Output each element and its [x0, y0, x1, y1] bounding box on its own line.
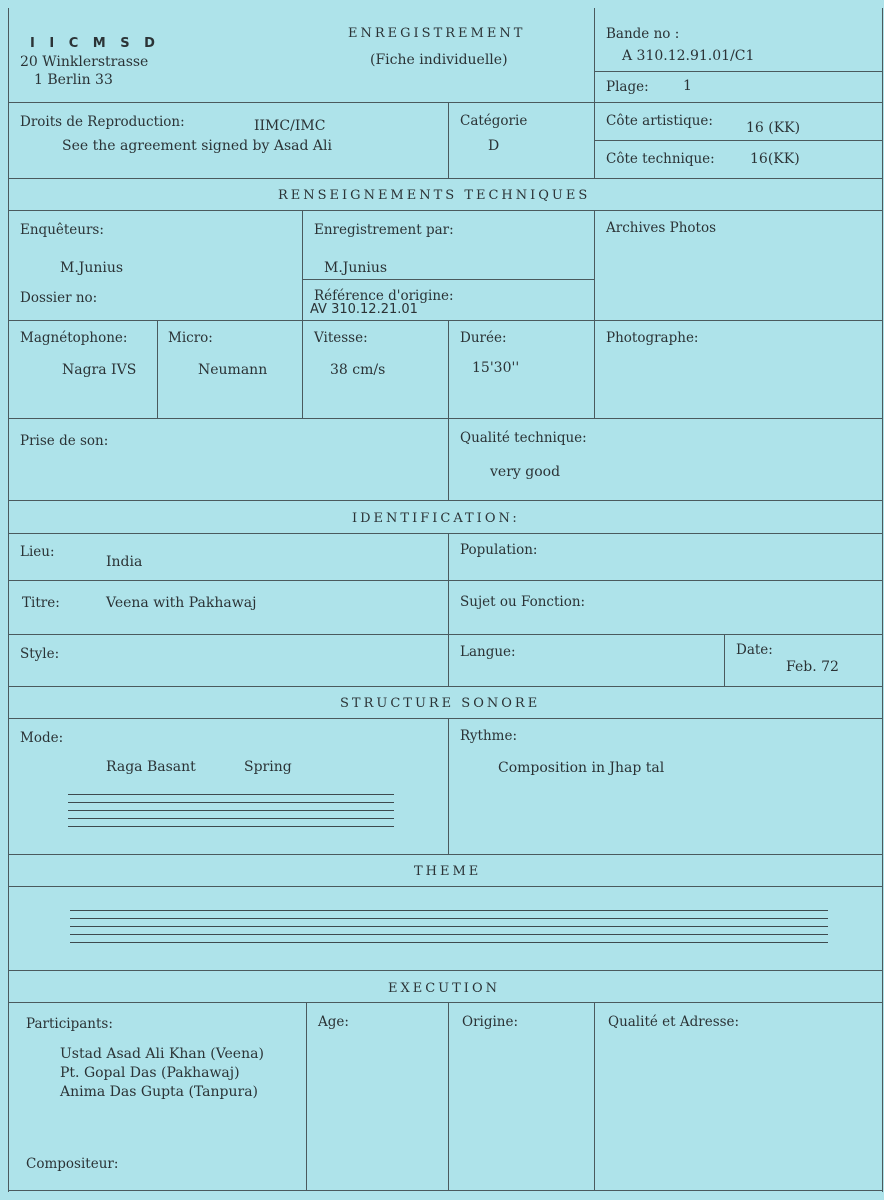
participant-entry: Pt. Gopal Das (Pakhawaj): [60, 1065, 240, 1081]
origine-label: Origine:: [462, 1014, 519, 1030]
titre-value: Veena with Pakhawaj: [106, 595, 257, 611]
sujet-label: Sujet ou Fonction:: [460, 594, 586, 610]
micro-value: Neumann: [198, 362, 268, 378]
divider: [8, 102, 882, 103]
divider: [8, 886, 882, 887]
bande-label: Bande no :: [606, 26, 680, 42]
mode-value: Raga Basant: [106, 759, 196, 775]
divider: [448, 718, 449, 854]
divider: [8, 970, 882, 971]
divider: [306, 1002, 307, 1190]
vitesse-label: Vitesse:: [314, 330, 368, 346]
qualite-technique-label: Qualité technique:: [460, 430, 587, 446]
form-title: ENREGISTREMENT: [348, 26, 526, 41]
theme-staff-line: [70, 934, 828, 935]
frame-left: [8, 8, 9, 1192]
duree-value: 15'30'': [472, 360, 520, 376]
divider: [8, 500, 882, 501]
enqueteurs-label: Enquêteurs:: [20, 222, 104, 238]
frame-bottom: [8, 1190, 882, 1191]
reference-label: Référence d'origine:: [314, 288, 454, 304]
divider: [8, 718, 882, 719]
age-label: Age:: [318, 1014, 349, 1030]
duree-label: Durée:: [460, 330, 507, 346]
org-street: 20 Winklerstrasse: [20, 54, 149, 70]
cote-technique-value: 16(KK): [750, 151, 800, 167]
rights-label: Droits de Reproduction:: [20, 114, 185, 130]
rights-note: See the agreement signed by Asad Ali: [62, 138, 332, 154]
mode-staff-line: [68, 802, 394, 803]
plage-value: 1: [683, 78, 692, 94]
enregistrement-value: M.Junius: [324, 260, 388, 276]
mode-value-season: Spring: [244, 759, 292, 775]
bande-value: A 310.12.91.01/C1: [622, 48, 755, 64]
divider: [157, 320, 158, 418]
divider: [594, 1002, 595, 1190]
divider: [8, 854, 882, 855]
identification-heading: IDENTIFICATION:: [352, 511, 520, 526]
mode-staff-line: [68, 826, 394, 827]
dossier-label: Dossier no:: [20, 290, 98, 306]
lieu-label: Lieu:: [20, 544, 55, 560]
structure-heading: STRUCTURE SONORE: [340, 696, 541, 711]
cote-artistique-value: 16 (KK): [746, 120, 801, 136]
divider: [8, 686, 882, 687]
langue-label: Langue:: [460, 644, 516, 660]
cote-artistique-label: Côte artistique:: [606, 113, 713, 129]
mode-staff-line: [68, 818, 394, 819]
org-name: I I C M S D: [30, 36, 160, 51]
divider: [8, 210, 882, 211]
technical-heading: RENSEIGNEMENTS TECHNIQUES: [278, 188, 591, 203]
categorie-value: D: [488, 138, 500, 154]
prise-de-son-label: Prise de son:: [20, 433, 109, 449]
divider: [448, 533, 449, 686]
cote-technique-label: Côte technique:: [606, 151, 715, 167]
rythme-label: Rythme:: [460, 728, 518, 744]
titre-label: Titre:: [22, 595, 60, 611]
plage-label: Plage:: [606, 79, 649, 95]
categorie-label: Catégorie: [460, 113, 528, 129]
divider: [724, 634, 725, 686]
divider: [448, 102, 449, 178]
rythme-value: Composition in Jhap tal: [498, 760, 665, 776]
enregistrement-label: Enregistrement par:: [314, 222, 454, 238]
theme-heading: THEME: [414, 864, 482, 879]
execution-heading: EXECUTION: [388, 981, 500, 996]
mode-staff-line: [68, 810, 394, 811]
divider: [8, 320, 882, 321]
theme-staff-line: [70, 918, 828, 919]
divider: [594, 210, 595, 418]
divider: [594, 8, 595, 178]
compositeur-label: Compositeur:: [26, 1156, 119, 1172]
divider: [8, 418, 882, 419]
qualite-technique-value: very good: [490, 464, 561, 480]
divider: [594, 71, 882, 72]
org-city: 1 Berlin 33: [34, 72, 113, 88]
date-label: Date:: [736, 642, 773, 658]
vitesse-value: 38 cm/s: [330, 362, 386, 378]
divider: [594, 140, 882, 141]
style-label: Style:: [20, 646, 60, 662]
lieu-value: India: [106, 554, 143, 570]
divider: [302, 279, 594, 280]
date-value: Feb. 72: [786, 659, 839, 675]
enqueteurs-value: M.Junius: [60, 260, 124, 276]
divider: [8, 533, 882, 534]
frame-right: [882, 8, 883, 1192]
divider: [8, 580, 882, 581]
divider: [448, 320, 449, 500]
rights-value: IIMC/IMC: [254, 118, 326, 134]
divider: [8, 178, 882, 179]
mode-staff-line: [68, 794, 394, 795]
divider: [302, 210, 303, 418]
qualite-adresse-label: Qualité et Adresse:: [608, 1014, 740, 1030]
participant-entry: Anima Das Gupta (Tanpura): [60, 1084, 259, 1100]
magnetophone-value: Nagra IVS: [62, 362, 137, 378]
divider: [8, 1002, 882, 1003]
micro-label: Micro:: [168, 330, 213, 346]
theme-staff-line: [70, 942, 828, 943]
theme-staff-line: [70, 926, 828, 927]
divider: [448, 1002, 449, 1190]
magnetophone-label: Magnétophone:: [20, 330, 128, 346]
participants-label: Participants:: [26, 1016, 113, 1032]
archives-photos-label: Archives Photos: [606, 220, 716, 236]
theme-staff-line: [70, 910, 828, 911]
divider: [8, 634, 882, 635]
form-subtitle: (Fiche individuelle): [370, 52, 508, 68]
reference-value: AV 310.12.21.01: [310, 302, 418, 317]
mode-label: Mode:: [20, 730, 64, 746]
photographe-label: Photographe:: [606, 330, 699, 346]
population-label: Population:: [460, 542, 538, 558]
participant-entry: Ustad Asad Ali Khan (Veena): [60, 1046, 264, 1062]
